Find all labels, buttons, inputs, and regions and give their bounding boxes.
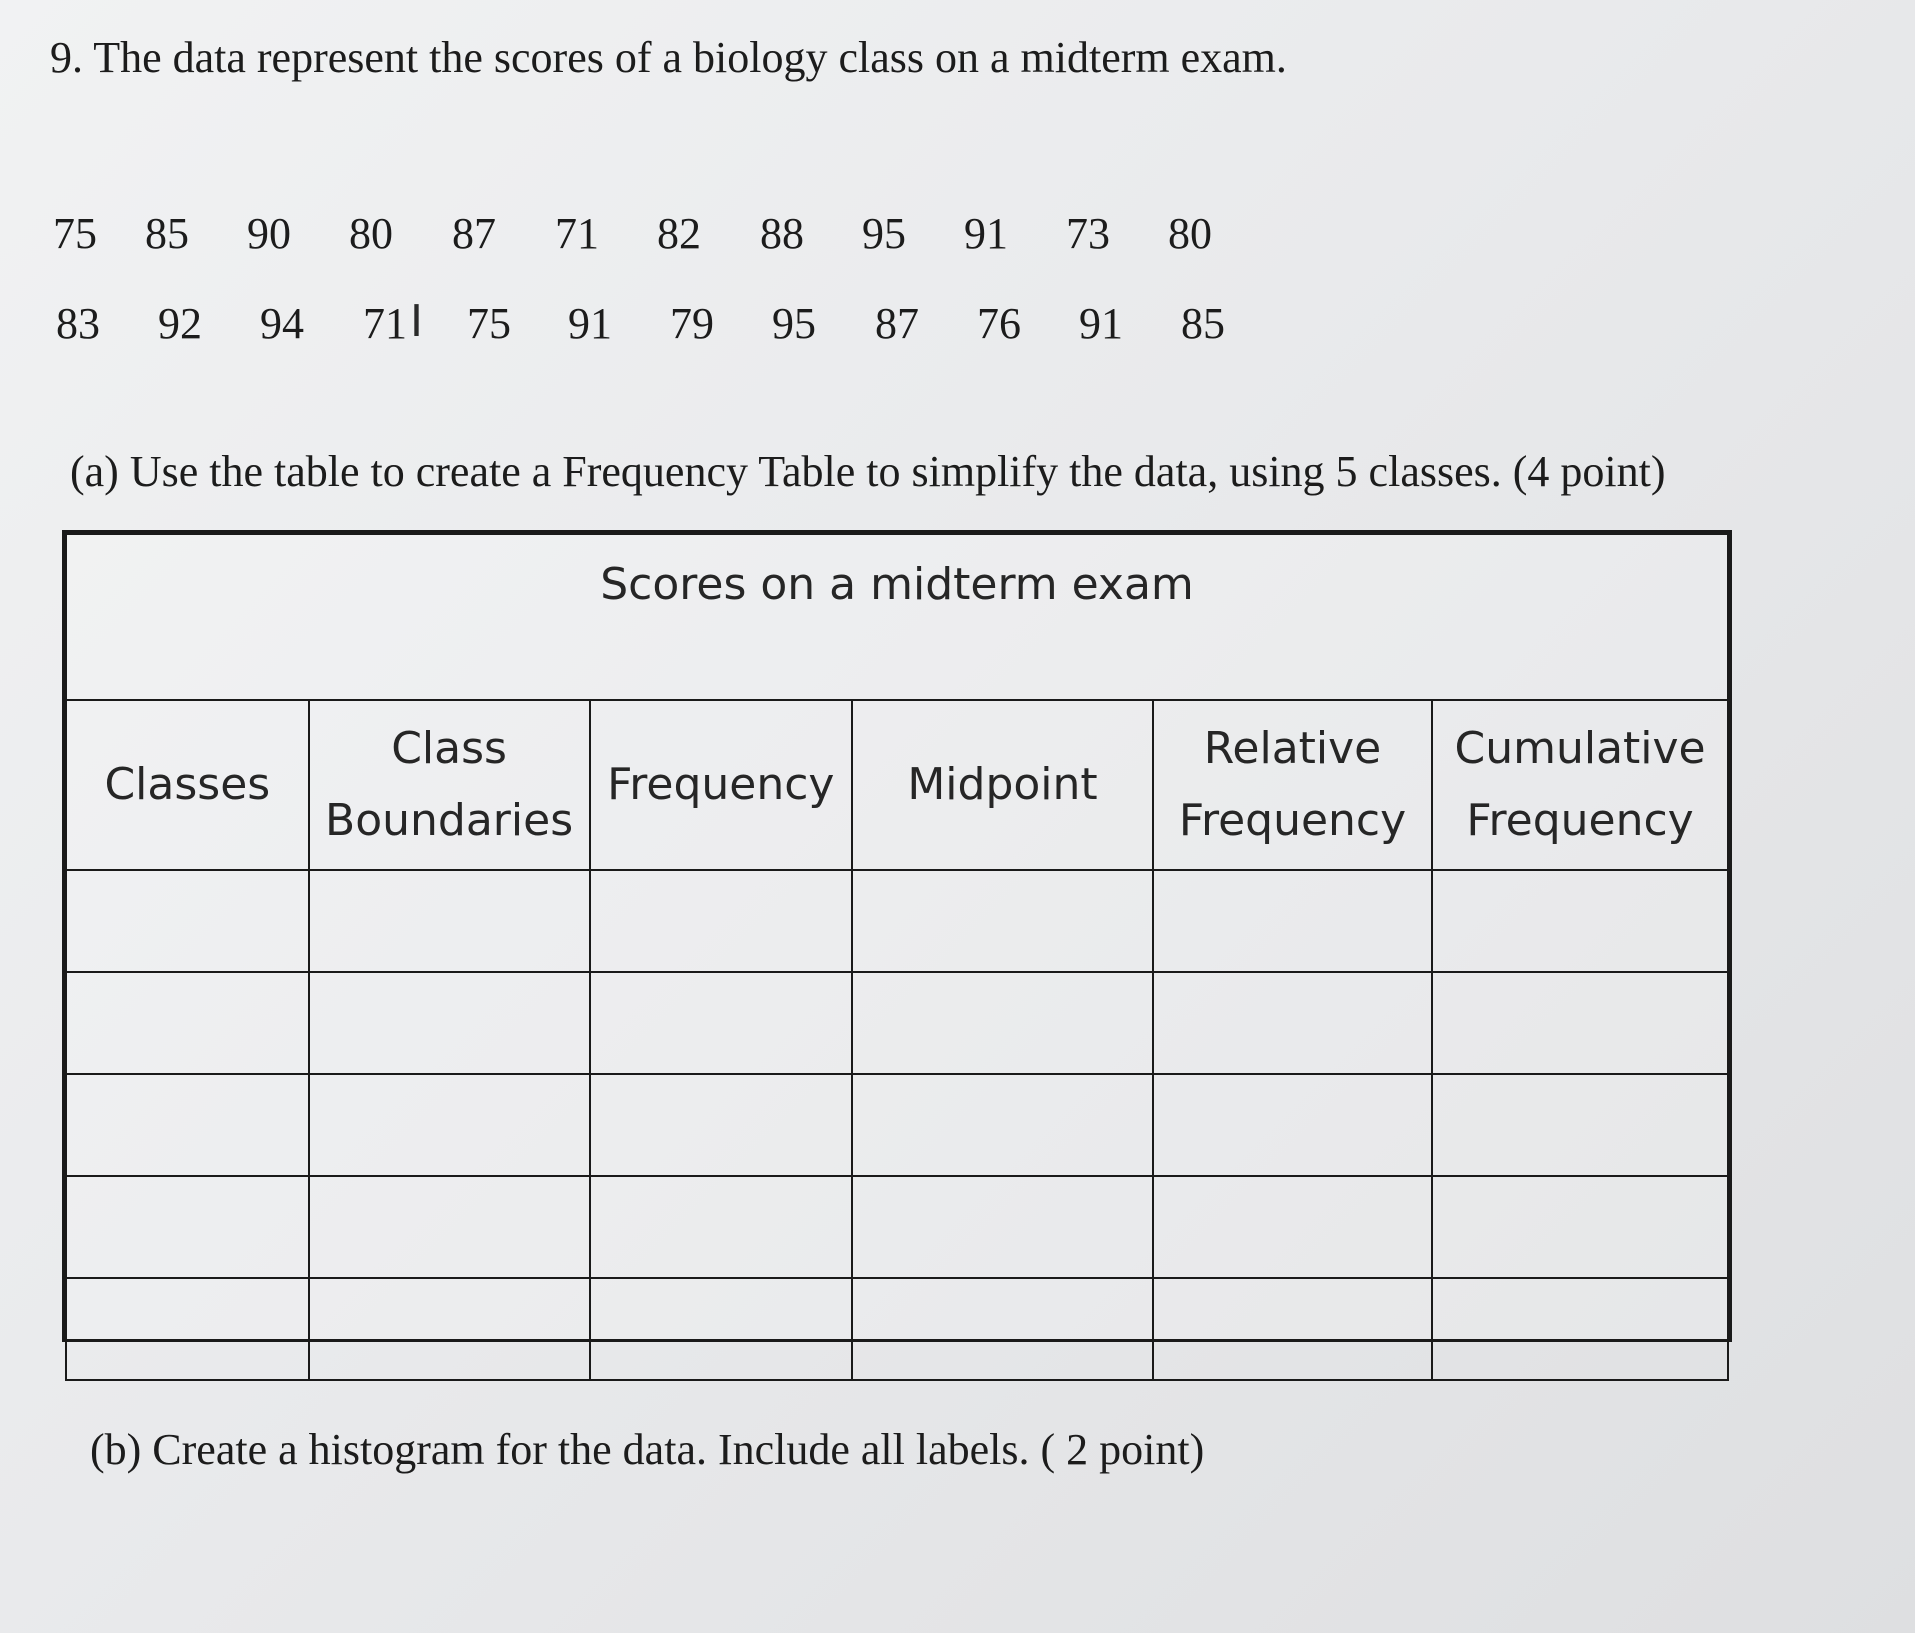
- cell-frequency[interactable]: [590, 870, 853, 972]
- data-value: 75: [467, 299, 511, 348]
- cell-class-boundaries[interactable]: [309, 1074, 590, 1176]
- cell-relative-frequency[interactable]: [1153, 1074, 1432, 1176]
- cell-class-boundaries[interactable]: [309, 972, 590, 1074]
- header-class-boundaries: Class Boundaries: [309, 700, 590, 870]
- part-b-instruction: (b) Create a histogram for the data. Include all labels. ( 2 point): [90, 1425, 1205, 1474]
- cell-classes[interactable]: [66, 1074, 309, 1176]
- cell-cumulative-frequency[interactable]: [1432, 1278, 1728, 1380]
- table-row: [66, 1278, 1728, 1380]
- cell-frequency[interactable]: [590, 1176, 853, 1278]
- header-relative-frequency: Relative Frequency: [1153, 700, 1432, 870]
- cell-relative-frequency[interactable]: [1153, 1176, 1432, 1278]
- table-title: Scores on a midterm exam: [66, 534, 1728, 700]
- question-text: 9. The data represent the scores of a biology class on a midterm exam.: [50, 33, 1287, 82]
- cell-relative-frequency[interactable]: [1153, 1278, 1432, 1380]
- cell-frequency[interactable]: [590, 1278, 853, 1380]
- data-value: 71: [363, 299, 407, 348]
- data-value: 73: [1066, 209, 1110, 258]
- data-row-1: [50, 208, 1250, 268]
- header-classes: Classes: [66, 700, 309, 870]
- data-value: 82: [657, 209, 701, 258]
- cell-frequency[interactable]: [590, 972, 853, 1074]
- cell-midpoint[interactable]: [852, 972, 1153, 1074]
- header-frequency: Frequency: [590, 700, 853, 870]
- cell-relative-frequency[interactable]: [1153, 870, 1432, 972]
- data-value: 71: [555, 209, 599, 258]
- data-value: 91: [964, 209, 1008, 258]
- cell-class-boundaries[interactable]: [309, 1176, 590, 1278]
- cell-cumulative-frequency[interactable]: [1432, 1176, 1728, 1278]
- data-value: 90: [247, 209, 291, 258]
- part-a-instruction: (a) Use the table to create a Frequency Table to simplify the data, using 5 classes. (4 point): [70, 447, 1666, 496]
- text-cursor-icon: I: [410, 296, 423, 347]
- data-value: 92: [158, 299, 202, 348]
- cell-midpoint[interactable]: [852, 1278, 1153, 1380]
- data-value: 80: [1168, 209, 1212, 258]
- cell-relative-frequency[interactable]: [1153, 972, 1432, 1074]
- table-row: [66, 870, 1728, 972]
- header-cumulative-frequency: Cumulative Frequency: [1432, 700, 1728, 870]
- data-value: 87: [875, 299, 919, 348]
- table-row: [66, 1176, 1728, 1278]
- cell-frequency[interactable]: [590, 1074, 853, 1176]
- table-row: [66, 1074, 1728, 1176]
- cell-cumulative-frequency[interactable]: [1432, 870, 1728, 972]
- data-value: 75: [53, 209, 97, 258]
- cell-classes[interactable]: [66, 870, 309, 972]
- cell-midpoint[interactable]: [852, 870, 1153, 972]
- data-value: 87: [452, 209, 496, 258]
- data-value: 80: [349, 209, 393, 258]
- header-midpoint: Midpoint: [852, 700, 1153, 870]
- table-row: [66, 972, 1728, 1074]
- data-value: 79: [670, 299, 714, 348]
- cell-classes[interactable]: [66, 1176, 309, 1278]
- data-value: 91: [1079, 299, 1123, 348]
- data-value: 95: [862, 209, 906, 258]
- data-value: 76: [977, 299, 1021, 348]
- data-value: 85: [1181, 299, 1225, 348]
- data-value: 85: [145, 209, 189, 258]
- cell-class-boundaries[interactable]: [309, 1278, 590, 1380]
- cell-class-boundaries[interactable]: [309, 870, 590, 972]
- cell-midpoint[interactable]: [852, 1074, 1153, 1176]
- cell-classes[interactable]: [66, 972, 309, 1074]
- data-row-2: [50, 298, 1250, 358]
- data-value: 94: [260, 299, 304, 348]
- frequency-table: [62, 530, 1732, 1342]
- data-value: 83: [56, 299, 100, 348]
- cell-cumulative-frequency[interactable]: [1432, 1074, 1728, 1176]
- data-value: 88: [760, 209, 804, 258]
- data-value: 91: [568, 299, 612, 348]
- cell-midpoint[interactable]: [852, 1176, 1153, 1278]
- cell-cumulative-frequency[interactable]: [1432, 972, 1728, 1074]
- data-value: 95: [772, 299, 816, 348]
- cell-classes[interactable]: [66, 1278, 309, 1380]
